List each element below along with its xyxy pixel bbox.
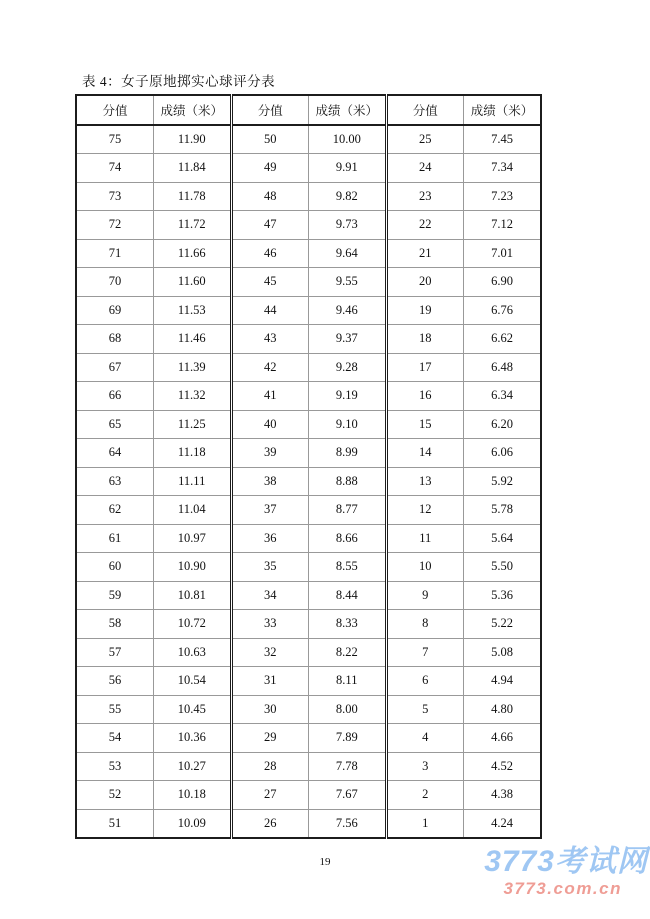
header-score: 分值 xyxy=(231,95,309,125)
header-distance: 成绩（米） xyxy=(154,95,232,125)
score-cell: 14 xyxy=(386,439,464,468)
distance-cell: 9.46 xyxy=(309,296,387,325)
distance-cell: 5.22 xyxy=(464,610,542,639)
distance-cell: 7.56 xyxy=(309,809,387,838)
score-table xyxy=(75,94,542,839)
score-cell: 15 xyxy=(386,410,464,439)
distance-cell: 10.81 xyxy=(154,581,232,610)
score-cell: 30 xyxy=(231,695,309,724)
distance-cell: 9.37 xyxy=(309,325,387,354)
distance-cell: 6.34 xyxy=(464,382,542,411)
header-distance: 成绩（米） xyxy=(464,95,542,125)
score-cell: 8 xyxy=(386,610,464,639)
score-cell: 27 xyxy=(231,781,309,810)
table-row xyxy=(76,752,541,781)
score-cell: 45 xyxy=(231,268,309,297)
distance-cell: 11.66 xyxy=(154,239,232,268)
score-cell: 20 xyxy=(386,268,464,297)
distance-cell: 11.18 xyxy=(154,439,232,468)
header-score: 分值 xyxy=(76,95,154,125)
distance-cell: 9.55 xyxy=(309,268,387,297)
distance-cell: 10.09 xyxy=(154,809,232,838)
score-cell: 11 xyxy=(386,524,464,553)
score-cell: 48 xyxy=(231,182,309,211)
score-cell: 49 xyxy=(231,154,309,183)
distance-cell: 4.38 xyxy=(464,781,542,810)
distance-cell: 8.88 xyxy=(309,467,387,496)
distance-cell: 8.44 xyxy=(309,581,387,610)
distance-cell: 9.64 xyxy=(309,239,387,268)
score-cell: 21 xyxy=(386,239,464,268)
score-cell: 64 xyxy=(76,439,154,468)
score-cell: 32 xyxy=(231,638,309,667)
table-row xyxy=(76,154,541,183)
distance-cell: 10.36 xyxy=(154,724,232,753)
table-row xyxy=(76,268,541,297)
distance-cell: 4.80 xyxy=(464,695,542,724)
distance-cell: 7.34 xyxy=(464,154,542,183)
score-cell: 51 xyxy=(76,809,154,838)
distance-cell: 5.36 xyxy=(464,581,542,610)
distance-cell: 4.94 xyxy=(464,667,542,696)
distance-cell: 8.66 xyxy=(309,524,387,553)
distance-cell: 7.01 xyxy=(464,239,542,268)
score-cell: 3 xyxy=(386,752,464,781)
distance-cell: 6.76 xyxy=(464,296,542,325)
score-cell: 42 xyxy=(231,353,309,382)
distance-cell: 10.00 xyxy=(309,125,387,154)
score-cell: 41 xyxy=(231,382,309,411)
score-cell: 13 xyxy=(386,467,464,496)
distance-cell: 9.28 xyxy=(309,353,387,382)
table-row xyxy=(76,439,541,468)
distance-cell: 5.08 xyxy=(464,638,542,667)
score-cell: 5 xyxy=(386,695,464,724)
distance-cell: 8.00 xyxy=(309,695,387,724)
score-cell: 73 xyxy=(76,182,154,211)
table-row xyxy=(76,211,541,240)
table-row xyxy=(76,239,541,268)
distance-cell: 4.24 xyxy=(464,809,542,838)
distance-cell: 10.54 xyxy=(154,667,232,696)
score-cell: 62 xyxy=(76,496,154,525)
distance-cell: 8.33 xyxy=(309,610,387,639)
distance-cell: 5.92 xyxy=(464,467,542,496)
distance-cell: 7.78 xyxy=(309,752,387,781)
score-cell: 4 xyxy=(386,724,464,753)
distance-cell: 10.27 xyxy=(154,752,232,781)
distance-cell: 11.72 xyxy=(154,211,232,240)
score-cell: 19 xyxy=(386,296,464,325)
score-cell: 25 xyxy=(386,125,464,154)
score-cell: 22 xyxy=(386,211,464,240)
table-row xyxy=(76,553,541,582)
table-row xyxy=(76,296,541,325)
score-cell: 75 xyxy=(76,125,154,154)
score-cell: 54 xyxy=(76,724,154,753)
score-cell: 65 xyxy=(76,410,154,439)
score-cell: 1 xyxy=(386,809,464,838)
score-cell: 60 xyxy=(76,553,154,582)
score-cell: 55 xyxy=(76,695,154,724)
score-cell: 63 xyxy=(76,467,154,496)
watermark-site-name: 3773考试网 xyxy=(484,845,648,878)
score-cell: 44 xyxy=(231,296,309,325)
table-row xyxy=(76,724,541,753)
distance-cell: 7.12 xyxy=(464,211,542,240)
distance-cell: 8.11 xyxy=(309,667,387,696)
distance-cell: 10.90 xyxy=(154,553,232,582)
score-cell: 33 xyxy=(231,610,309,639)
distance-cell: 6.90 xyxy=(464,268,542,297)
distance-cell: 7.67 xyxy=(309,781,387,810)
score-cell: 71 xyxy=(76,239,154,268)
score-cell: 18 xyxy=(386,325,464,354)
score-cell: 28 xyxy=(231,752,309,781)
table-row xyxy=(76,410,541,439)
table-row xyxy=(76,467,541,496)
table-row xyxy=(76,695,541,724)
table-row xyxy=(76,524,541,553)
score-cell: 39 xyxy=(231,439,309,468)
distance-cell: 5.64 xyxy=(464,524,542,553)
score-cell: 43 xyxy=(231,325,309,354)
distance-cell: 4.66 xyxy=(464,724,542,753)
watermark-site-url: 3773.com.cn xyxy=(503,879,622,898)
score-cell: 74 xyxy=(76,154,154,183)
table-caption: 表 4：女子原地掷实心球评分表 xyxy=(82,74,276,89)
distance-cell: 8.22 xyxy=(309,638,387,667)
score-cell: 9 xyxy=(386,581,464,610)
score-cell: 16 xyxy=(386,382,464,411)
score-cell: 67 xyxy=(76,353,154,382)
score-cell: 36 xyxy=(231,524,309,553)
score-cell: 52 xyxy=(76,781,154,810)
distance-cell: 11.90 xyxy=(154,125,232,154)
score-cell: 7 xyxy=(386,638,464,667)
score-cell: 38 xyxy=(231,467,309,496)
distance-cell: 10.18 xyxy=(154,781,232,810)
distance-cell: 7.23 xyxy=(464,182,542,211)
header-row xyxy=(76,95,541,125)
score-cell: 6 xyxy=(386,667,464,696)
score-cell: 66 xyxy=(76,382,154,411)
distance-cell: 5.50 xyxy=(464,553,542,582)
table-row xyxy=(76,667,541,696)
score-cell: 53 xyxy=(76,752,154,781)
score-cell: 10 xyxy=(386,553,464,582)
score-cell: 46 xyxy=(231,239,309,268)
score-cell: 57 xyxy=(76,638,154,667)
distance-cell: 8.55 xyxy=(309,553,387,582)
distance-cell: 8.77 xyxy=(309,496,387,525)
table-row xyxy=(76,781,541,810)
table-row xyxy=(76,382,541,411)
distance-cell: 7.89 xyxy=(309,724,387,753)
score-cell: 50 xyxy=(231,125,309,154)
table-row xyxy=(76,496,541,525)
distance-cell: 11.11 xyxy=(154,467,232,496)
score-cell: 35 xyxy=(231,553,309,582)
distance-cell: 9.19 xyxy=(309,382,387,411)
distance-cell: 10.45 xyxy=(154,695,232,724)
score-cell: 37 xyxy=(231,496,309,525)
score-cell: 40 xyxy=(231,410,309,439)
distance-cell: 11.60 xyxy=(154,268,232,297)
distance-cell: 8.99 xyxy=(309,439,387,468)
score-cell: 70 xyxy=(76,268,154,297)
distance-cell: 9.91 xyxy=(309,154,387,183)
distance-cell: 6.20 xyxy=(464,410,542,439)
table-row xyxy=(76,581,541,610)
score-cell: 68 xyxy=(76,325,154,354)
score-cell: 23 xyxy=(386,182,464,211)
score-cell: 72 xyxy=(76,211,154,240)
score-cell: 59 xyxy=(76,581,154,610)
distance-cell: 6.06 xyxy=(464,439,542,468)
distance-cell: 11.78 xyxy=(154,182,232,211)
table-row xyxy=(76,325,541,354)
distance-cell: 11.84 xyxy=(154,154,232,183)
distance-cell: 10.72 xyxy=(154,610,232,639)
table-row xyxy=(76,610,541,639)
distance-cell: 6.48 xyxy=(464,353,542,382)
score-cell: 2 xyxy=(386,781,464,810)
score-cell: 69 xyxy=(76,296,154,325)
table-row xyxy=(76,182,541,211)
distance-cell: 9.73 xyxy=(309,211,387,240)
table-row xyxy=(76,353,541,382)
watermark xyxy=(484,847,648,897)
distance-cell: 11.25 xyxy=(154,410,232,439)
score-cell: 56 xyxy=(76,667,154,696)
table-header xyxy=(76,95,541,125)
header-distance: 成绩（米） xyxy=(309,95,387,125)
score-cell: 34 xyxy=(231,581,309,610)
score-cell: 24 xyxy=(386,154,464,183)
distance-cell: 10.63 xyxy=(154,638,232,667)
score-cell: 47 xyxy=(231,211,309,240)
table-row xyxy=(76,809,541,838)
distance-cell: 7.45 xyxy=(464,125,542,154)
distance-cell: 4.52 xyxy=(464,752,542,781)
score-cell: 61 xyxy=(76,524,154,553)
distance-cell: 6.62 xyxy=(464,325,542,354)
score-cell: 31 xyxy=(231,667,309,696)
distance-cell: 11.32 xyxy=(154,382,232,411)
score-cell: 29 xyxy=(231,724,309,753)
distance-cell: 11.46 xyxy=(154,325,232,354)
score-cell: 58 xyxy=(76,610,154,639)
table-row xyxy=(76,638,541,667)
distance-cell: 5.78 xyxy=(464,496,542,525)
score-cell: 26 xyxy=(231,809,309,838)
header-score: 分值 xyxy=(386,95,464,125)
distance-cell: 9.82 xyxy=(309,182,387,211)
table-body xyxy=(76,125,541,839)
score-cell: 12 xyxy=(386,496,464,525)
distance-cell: 11.39 xyxy=(154,353,232,382)
distance-cell: 10.97 xyxy=(154,524,232,553)
distance-cell: 11.53 xyxy=(154,296,232,325)
table-row xyxy=(76,125,541,154)
distance-cell: 9.10 xyxy=(309,410,387,439)
score-cell: 17 xyxy=(386,353,464,382)
distance-cell: 11.04 xyxy=(154,496,232,525)
page-number: 19 xyxy=(319,856,331,868)
